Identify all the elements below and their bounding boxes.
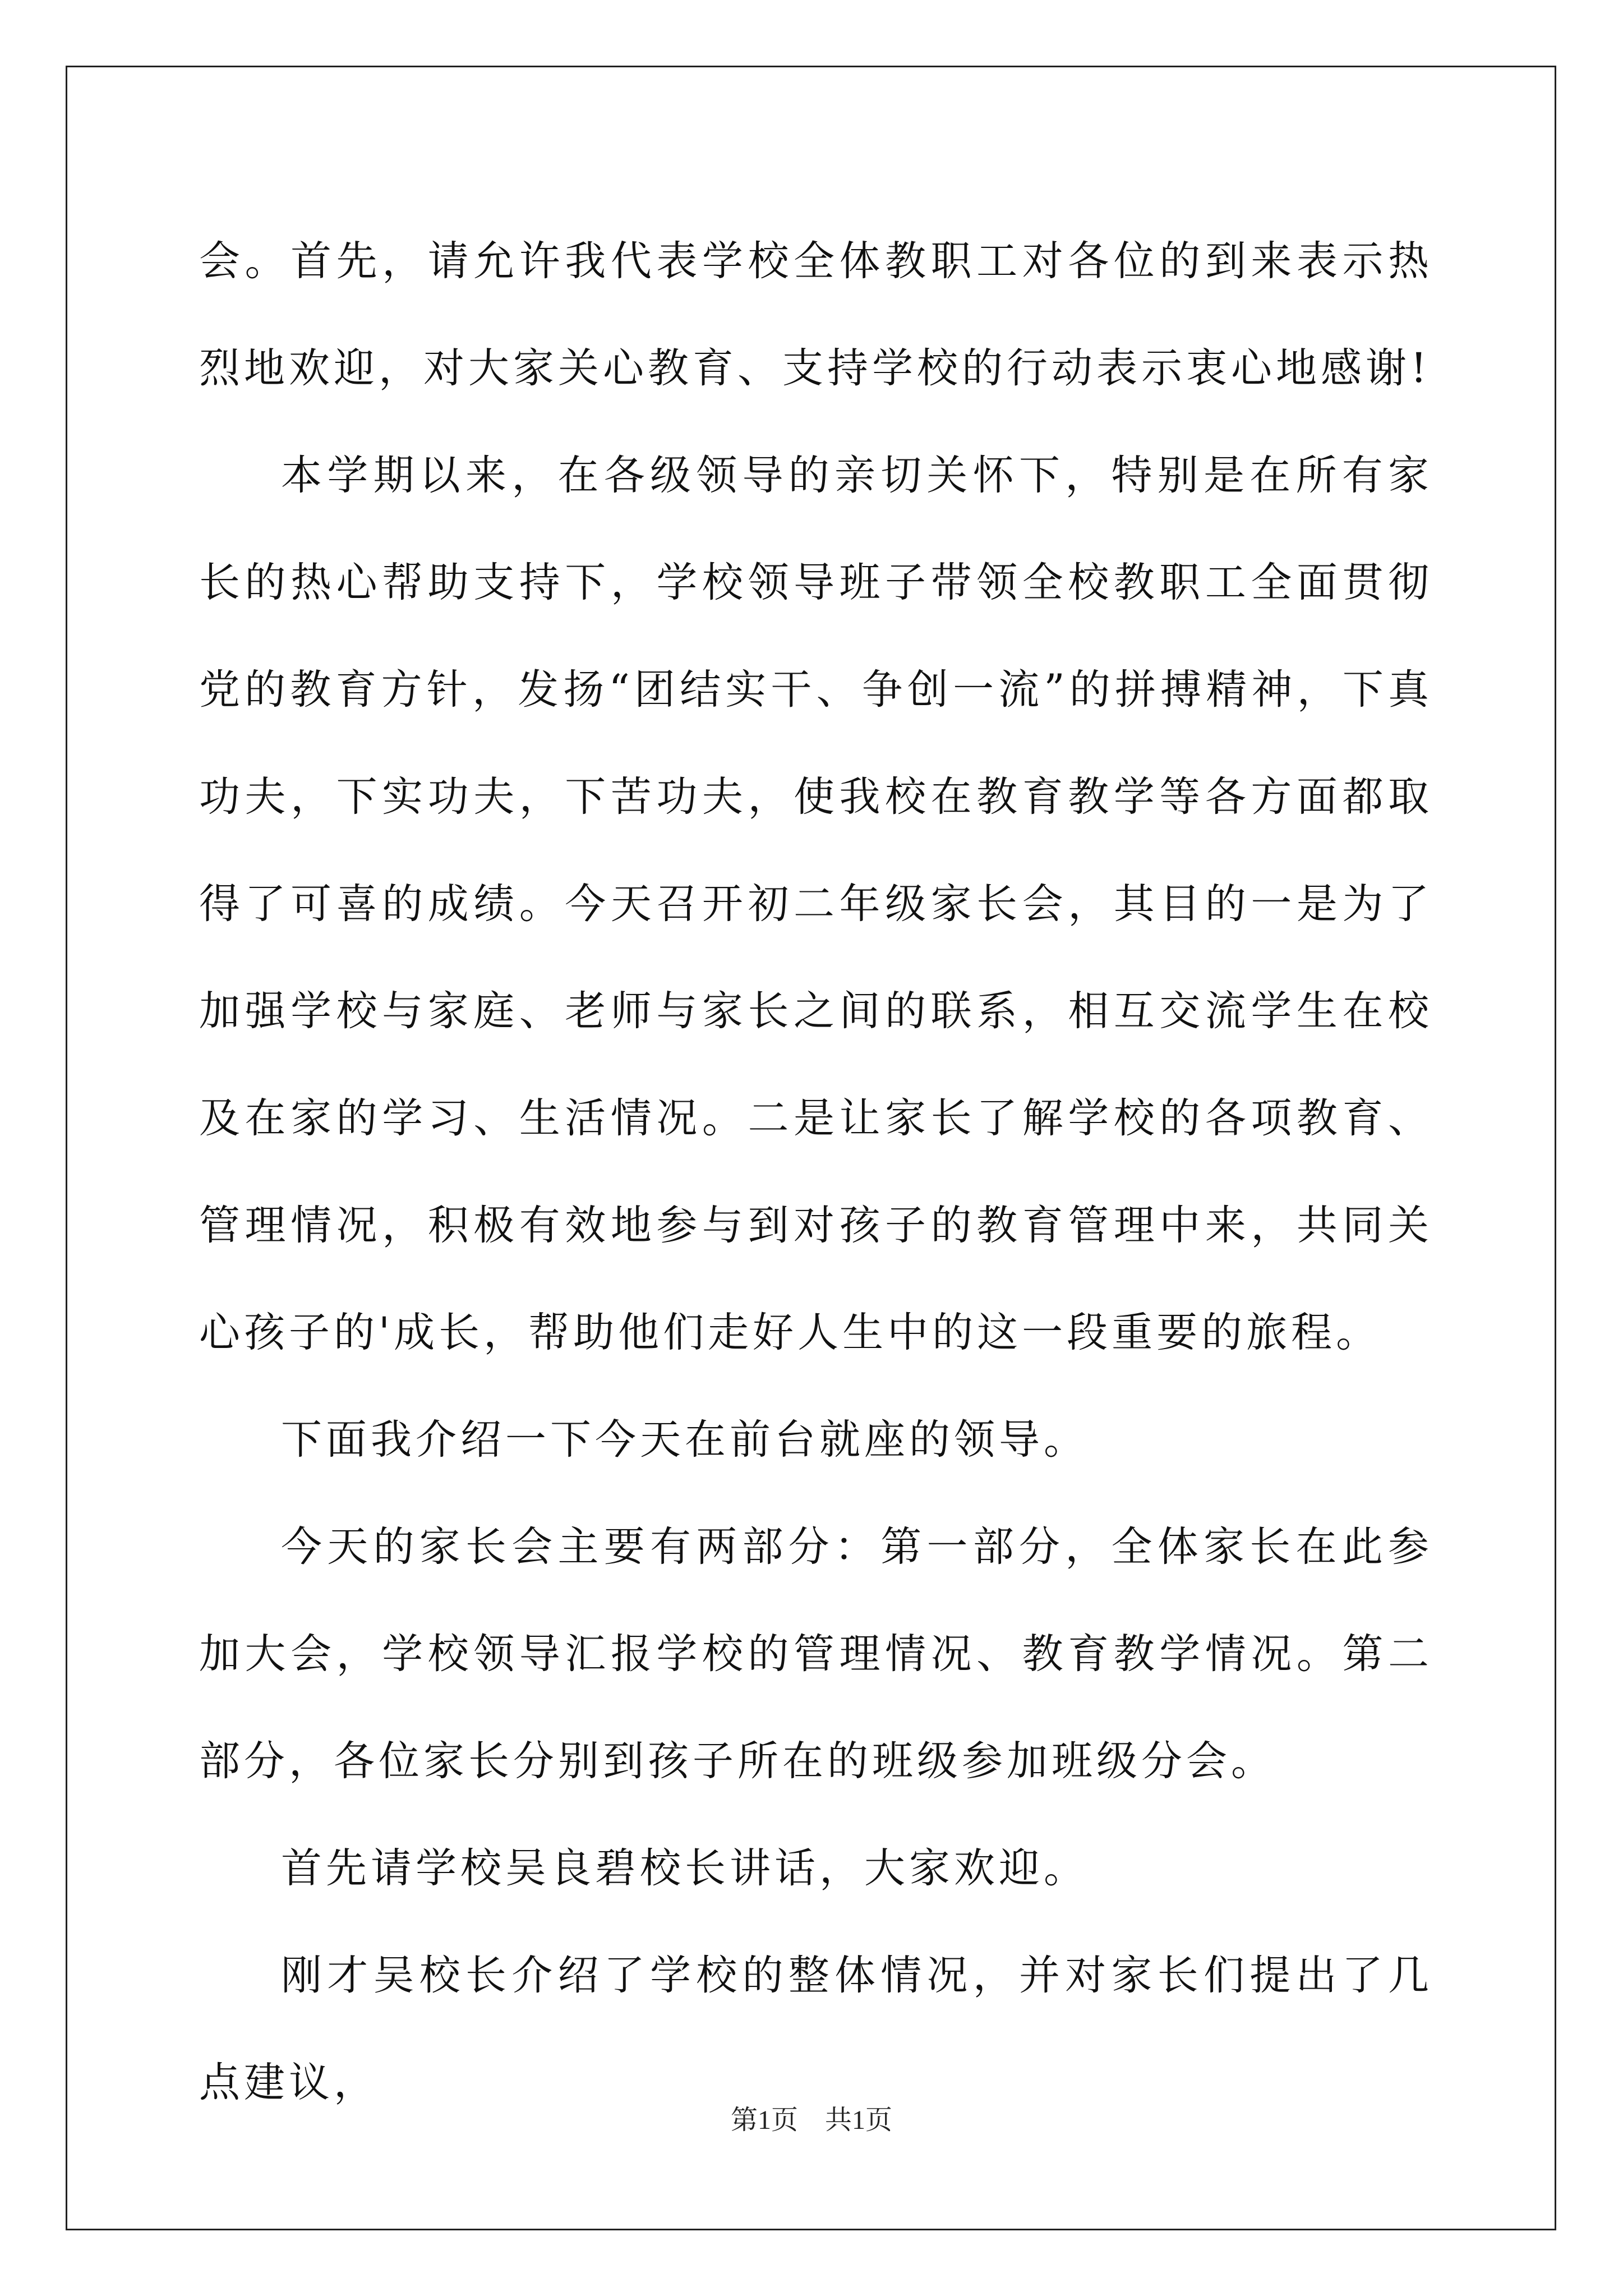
page-number-footer: 第1页 共1页 (730, 2105, 892, 2135)
paragraph-6: 刚才吴校长介绍了学校的整体情况，并对家长们提出了几点建议， (199, 1952, 1433, 2106)
paragraph-2: 本学期以来，在各级领导的亲切关怀下，特别是在所有家长的热心帮助支持下，学校领导班子带领全校教职工全面贯彻党的教育方针，发扬“团结实干、争创一流”的拼搏精神，下真功夫，下实功夫，下苦功夫，使我校在教育教学等各方面都取得了可喜的成绩。今天召开初二年级家长会，其目的一是为了加强学校与家庭、老师与家长之间的联系，相互交流学生在校及在家的学习、生活情况。二是让家长了解学校的各项教育、管理情况，积极有效地参与到对孩子的教育管理中来，共同关心孩子的'成长，帮助他们走好人生中的这一段重要的旅程。 (199, 452, 1433, 1356)
paragraph-5: 首先请学校吴良碧校长讲话，大家欢迎。 (281, 1844, 1089, 1892)
document-body (199, 208, 1433, 2136)
paragraph-3: 下面我介绍一下今天在前台就座的领导。 (281, 1416, 1089, 1464)
paragraph-1: 会。首先，请允许我代表学校全体教职工对各位的到来表示热烈地欢迎，对大家关心教育、支持学校的行动表示衷心地感谢! (199, 237, 1433, 392)
paragraph-4: 今天的家长会主要有两部分：第一部分，全体家长在此参加大会，学校领导汇报学校的管理情况、教育教学情况。第二部分，各位家长分别到孩子所在的班级参加班级分会。 (199, 1523, 1433, 1785)
